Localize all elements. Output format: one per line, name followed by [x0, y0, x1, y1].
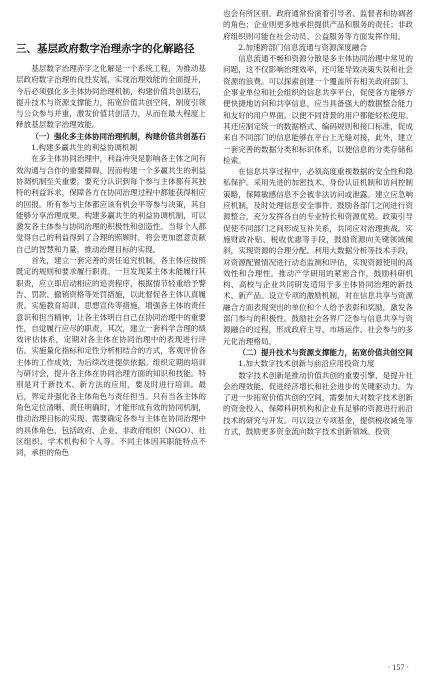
section-title: 三、基层政府数字治理赤字的化解路径	[16, 43, 195, 55]
right-column	[223, 8, 413, 437]
subheading-2-1: 1.加大数字技术创新与前沿应用投资力度	[238, 359, 375, 369]
subheading-1-2: 2.加速跨部门信息流通与资源深度融合	[238, 42, 367, 52]
intro-paragraph: 基层数字治理赤字之化解是一个系统工程，为推动基层政府数字治理的良性发展，实现治理效能的全面提升，今后必须强化多主体协同治理机制，构建价值共创基石，提升技术与资源支撑能力，拓宽价值共创空间，制度引领与公众参与并重，激发价值共创活力，从而在最大程度上释放基层数字治理效能。	[16, 64, 206, 130]
paragraph-2: 首先，建立一套完善的责任追究机制，各主体应按照既定的规则和要求履行职责。一旦发现某主体未能履行其职责，应立即启动相应的追责程序，根据情节轻重给予警告、罚款、撤销资格等处罚措施，以此督促各主体认真履责。实施教育培训、思想宣传等措施，增强各主体的责任意识和担当精神，让各主体明白自己在协同治理中的重要性，自觉履行应尽的职责。其次，建立一套科学合理的绩效评估体系，定期对各主体在协同治理中的表现进行评估。实施量化指标和定性分析相结合的方式，客观评价各主体的工作成效，为后续改进提供依据。组织定期的培训与研讨会，提升各主体在协同治理方面的知识和技能。特别是对于新技术、新方法的应用，要及时进行培训。最后，界定并强化各主体角色与责任担当。只有当各主体的角色定位清晰、责任明确时，才能形成有效的协同机制，推动治理目标的实现。需要确定各参与主体在协同治理中的具体角色，包括政府、企业、非政府组织（NGO）、社区组织、学术机构和个人等。不同主体因其职能特点不同，承担的角色	[16, 256, 206, 458]
paragraph-1: 在多主体协同治理中，利益冲突是影响各主体之间有效沟通与合作的重要障碍，因而构建一个多赢共生的利益协调机制至关重要。要充分认识到每个参与主体都有其独特的利益诉求，保障各方在协同治理过程中都能获得相应的回报。所有参与主体都应该有机会平等参与决策，其自能够分享治理成果。构建多赢共生的利益协调机制，可以激发各主体参与协同治理的积极性和创造性。当每个人都觉得自己的利益得到了合理的照顾时，将会更加愿意贡献自己的智慧和力量，推动治理目标的实现。	[16, 154, 206, 254]
page-number: · 157 ·	[387, 663, 409, 672]
subheading-1: （一）强化多主体协同治理机制，构建价值共创基石	[31, 131, 206, 141]
paragraph-4: 在信息共享过程中，必须高度重视数据的安全性和隐私保护。采用先进的加密技术、身份认证机制和访问控制策略，保障敏感信息不会被非法访问或泄露。建立应急响应机制，及时处理信息安全事件。鼓励各部门之间进行资源整合，充分发挥各自的专业特长和资源优势。政策引导促使不同部门之间形成互补关系，共同应对治理挑战。实施财政补贴、税收优惠等手段，鼓励资源向关键领域倾斜，实现资源的合理分配。利用大数据分析等技术手段，对资源配置情况进行动态监测和评估，实现资源使用的高效性和合理性。推动产学研用的紧密合作，鼓励科研机构、高校与企业共同研发适用于多主体协同治理的新技术、新产品。设立专项的激励机制，对在信息共享与资源融合方面表现突出的单位和个人给予表彰和奖励，激发各部门参与的积极性。鼓励社会各界广泛参与信息共享与资源融合的过程，形成政府主导、市场运作、社会参与的多元化治理格局。	[223, 167, 413, 346]
paragraph-continued: 也会有所区别。政府通常扮演着引导者、监督者和协调者的角色；企业则更多地承担提供产品和服务的责任；非政府组织则可能在社会动员、公益服务等方面发挥作用。	[223, 9, 413, 41]
left-column	[16, 36, 206, 458]
subheading-2: （二）提升技术与资源支撑能力，拓宽价值共创空间	[238, 347, 413, 357]
subheading-1-1: 1.构建多赢共生的利益协调机制	[31, 143, 138, 153]
paragraph-3: 信息流通不畅和资源分散是多主体协同治理中常见的问题，这不仅影响治理效率，还可能导致决策失误和社会资源的浪费。可以探索创建一个覆盖所有相关政府部门、企事业单位和社会组织的信息共享平台，促使各方能够方便快捷地访问和共享信息，应当具备强大的数据整合能力和友好的用户界面，以便不同背景的用户都能轻松使用。其还应制定统一的数据格式、编码规则和接口标准，促成来自不同部门的信息能够在平台上无缝对接，此外，建立一套完善的数据分类和标识体系，以便信息的分类存储和检索。	[223, 54, 413, 165]
paragraph-5: 数字技术创新是推动价值共创的重要引擎，是提升社会治理效能、促进经济增长和社会进步的关键驱动力。为了进一步拓宽价值共创的空间，需要加大对数字技术创新的资金投入，保障科研机构和企业有足够的资源进行前沿技术的研究与开发。可以设立专项基金，提供税收减免等方式，鼓励更多资金流向数字技术创新领域。投资	[223, 370, 413, 436]
